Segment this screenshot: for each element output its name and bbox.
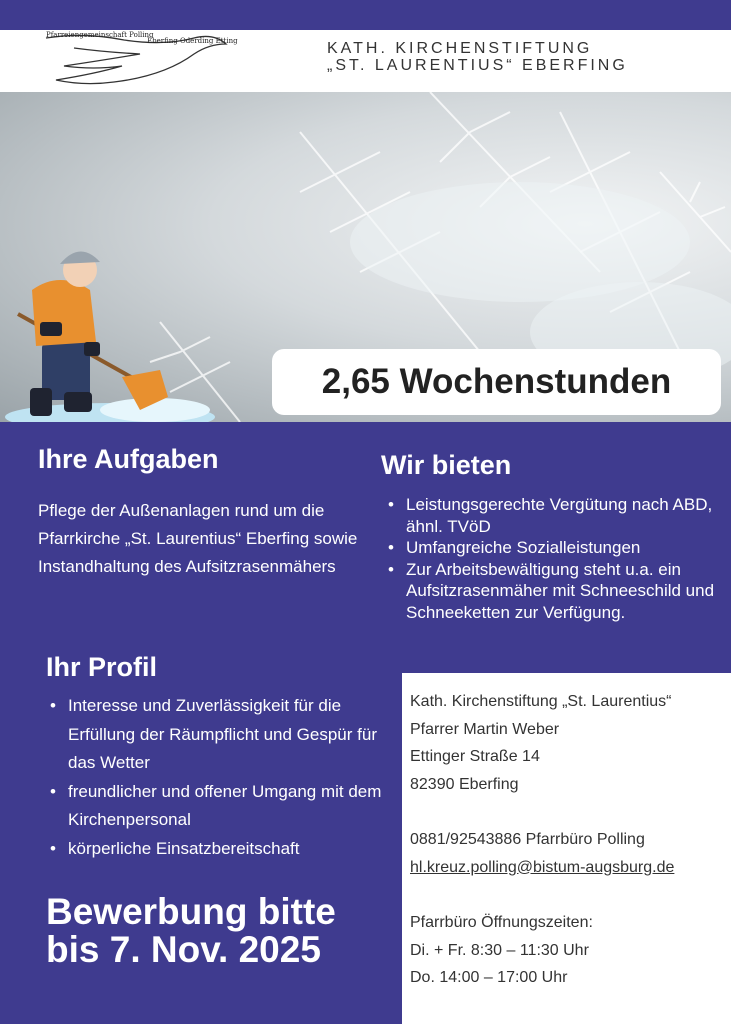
offer-heading: Wir bieten (381, 450, 512, 480)
list-item: • Zur Arbeitsbewältigung steht u.a. ein Aufsitzrasenmäher mit Schneeschild und Schneeketten zur Verfügung. (384, 559, 724, 624)
list-item: • freundlicher und offener Umgang mit dem Kirchenpersonal (46, 778, 386, 835)
list-item: • Interesse und Zuverlässigkeit für die Erfüllung der Räumpflicht und Gespür für das Wetter (46, 692, 386, 778)
contact-org: Kath. Kirchenstiftung „St. Laurentius“ (410, 693, 672, 710)
contact-email-link[interactable]: hl.kreuz.polling@bistum-augsburg.de (410, 858, 675, 876)
contact-phone: 0881/92543886 Pfarrbüro Polling (410, 831, 645, 848)
profile-list (46, 692, 386, 863)
list-item: • Umfangreiche Sozialleistungen (384, 537, 724, 559)
office-hours-2: Do. 14:00 – 17:00 Uhr (410, 969, 568, 986)
tasks-heading: Ihre Aufgaben (38, 444, 219, 474)
dove-logo-icon (44, 30, 238, 92)
top-strip (0, 0, 731, 30)
profile-heading: Ihr Profil (46, 652, 158, 682)
list-item: • körperliche Einsatzbereitschaft (46, 835, 386, 864)
deadline-line-1: Bewerbung bitte (46, 891, 336, 932)
header (0, 30, 731, 92)
application-deadline (46, 893, 336, 969)
org-line-1: KATH. KIRCHENSTIFTUNG (327, 40, 593, 57)
contact-city: 82390 Eberfing (410, 775, 519, 793)
contact-name: Pfarrer Martin Weber (410, 720, 560, 738)
offer-list (384, 494, 724, 623)
snow-shoveler-illustration (5, 251, 215, 422)
tasks-text: Pflege der Außenanlagen rund um die Pfarrkirche „St. Laurentius“ Eberfing sowie Instandhaltung des Aufsitzrasenmähers (38, 501, 358, 576)
logo-text-left: Pfarreiengemeinschaft Polling (46, 31, 154, 39)
contact-box (402, 673, 731, 1024)
office-hours-1: Di. + Fr. 8:30 – 11:30 Uhr (410, 941, 589, 959)
logo-text-right: Eberfing Oderding Etting (147, 37, 238, 45)
deadline-line-2: bis 7. Nov. 2025 (46, 929, 321, 970)
organization-name (327, 40, 628, 74)
office-hours-title: Pfarrbüro Öffnungszeiten: (410, 914, 593, 931)
list-item: • Leistungsgerechte Vergütung nach ABD, ähnl. TVöD (384, 494, 724, 537)
contact-street: Ettinger Straße 14 (410, 748, 540, 765)
org-line-2: „ST. LAURENTIUS“ EBERFING (327, 57, 628, 74)
weekly-hours-badge: 2,65 Wochenstunden (272, 349, 721, 415)
